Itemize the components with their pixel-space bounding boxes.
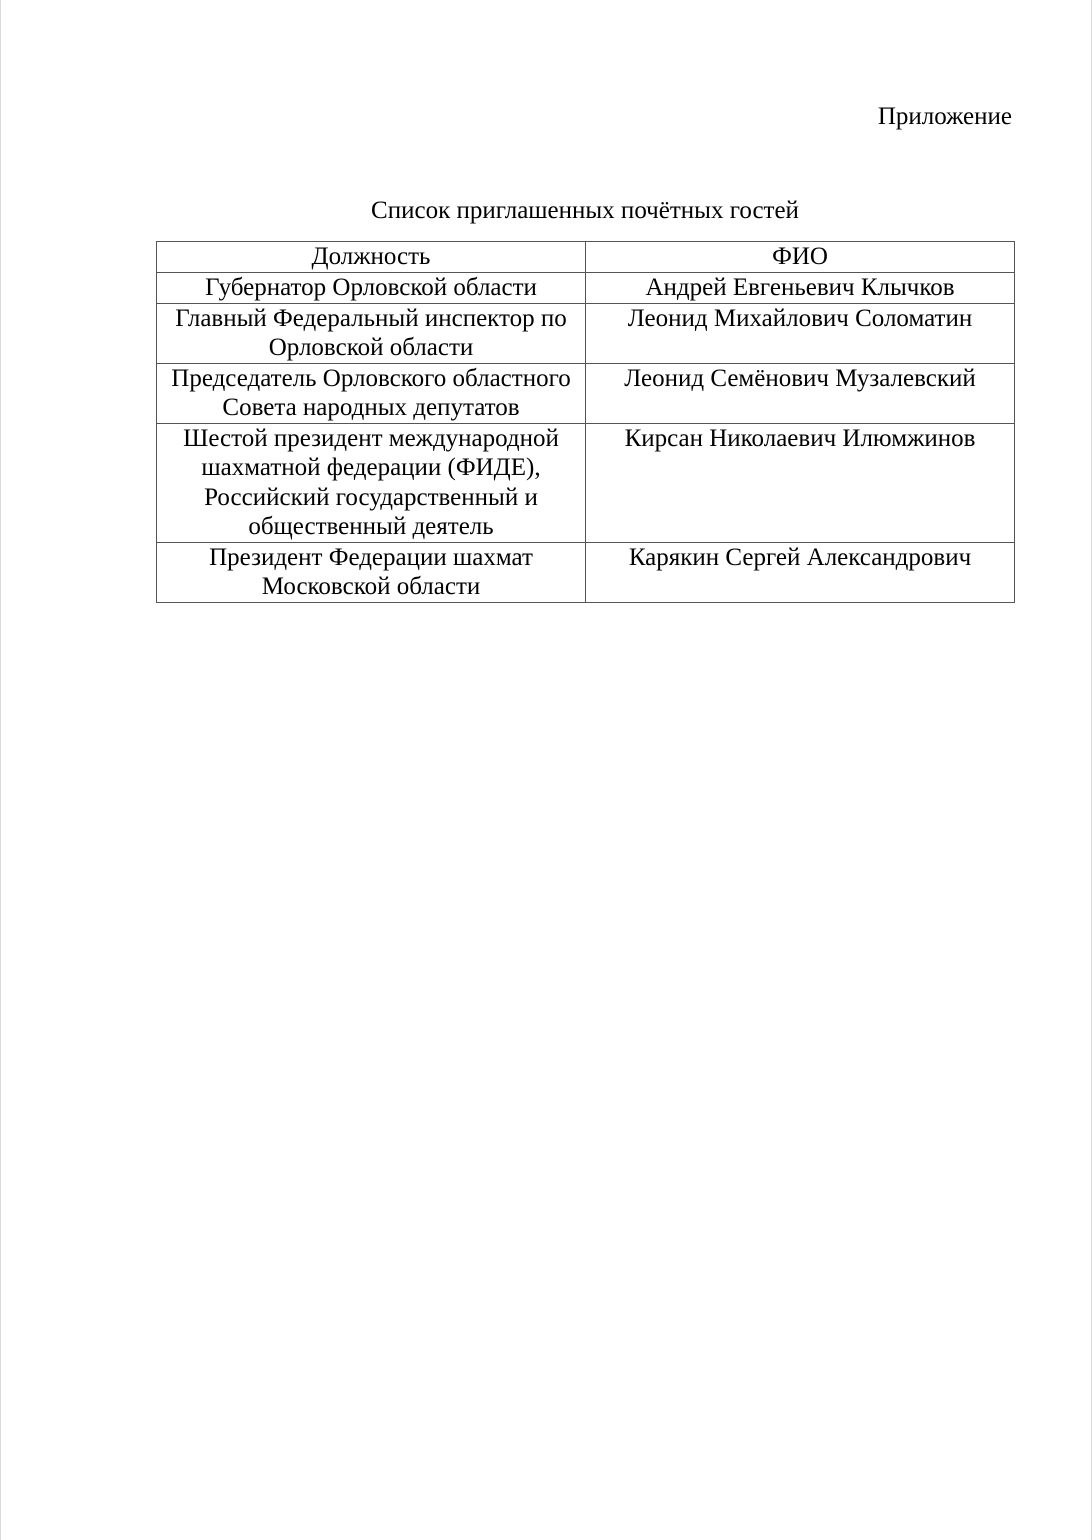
table-row (157, 423, 1015, 542)
document-title: Список приглашенных почётных гостей (371, 197, 799, 224)
cell-name: Кирсан Николаевич Илюмжинов (586, 423, 1015, 542)
appendix-label: Приложение (877, 103, 1012, 130)
cell-position: Председатель Орловского областного Совета народных депутатов (157, 363, 586, 423)
cell-position: Главный Федеральный инспектор по Орловской области (157, 303, 586, 363)
cell-name: Андрей Евгеньевич Клычков (586, 273, 1015, 304)
table-row (157, 363, 1015, 423)
table-row (157, 303, 1015, 363)
table-row (157, 542, 1015, 602)
cell-name: Карякин Сергей Александрович (586, 542, 1015, 602)
guests-table (156, 241, 1015, 603)
table-row (157, 273, 1015, 304)
cell-position: Шестой президент международной шахматной федерации (ФИДЕ), Российский государственный и общественный деятель (157, 423, 586, 542)
table-header-row (157, 242, 1015, 273)
header-position: Должность (157, 242, 586, 273)
cell-name: Леонид Михайлович Соломатин (586, 303, 1015, 363)
header-name: ФИО (586, 242, 1015, 273)
cell-position: Президент Федерации шахмат Московской области (157, 542, 586, 602)
cell-position: Губернатор Орловской области (157, 273, 586, 304)
cell-name: Леонид Семёнович Музалевский (586, 363, 1015, 423)
